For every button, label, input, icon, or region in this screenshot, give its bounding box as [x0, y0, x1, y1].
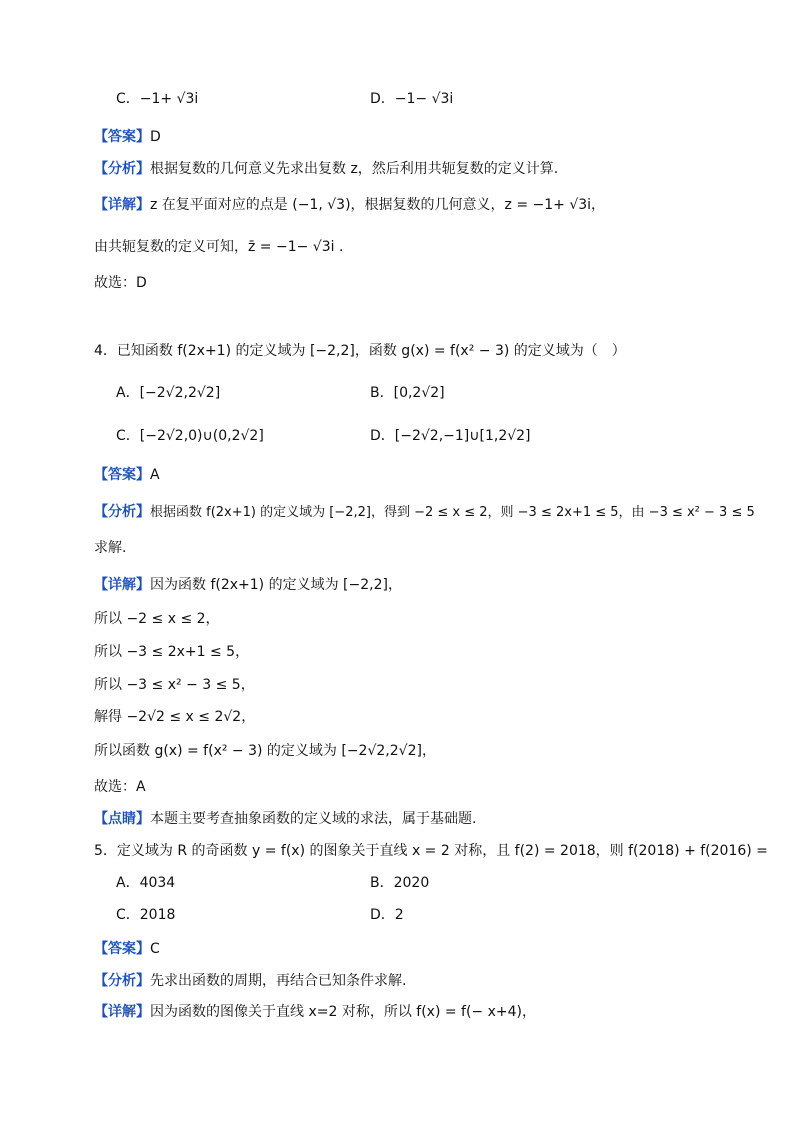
q3-analysis-line	[94, 160, 734, 178]
answer-tag: 【答案】	[94, 467, 150, 483]
q4-analysis-line-1	[94, 503, 755, 522]
detail-tag: 【详解】	[94, 1004, 150, 1020]
q5-option-b: B．2020	[370, 875, 430, 891]
q4-detail-line-1	[94, 576, 734, 594]
q5-answer: C	[150, 941, 160, 957]
q4-stem: 4．已知函数 f(2x+1) 的定义域为 [−2,2]，函数 g(x) = f(x² − 3) 的定义域为（ ）	[94, 343, 626, 359]
q3-detail-1: z 在复平面对应的点是 (−1, √3)，根据复数的几何意义，z = −1+ √3i，	[150, 197, 606, 213]
q4-comment: 本题主要考查抽象函数的定义域的求法，属于基础题.	[150, 811, 477, 827]
q4-choose: 故选：A	[94, 779, 146, 795]
detail-tag: 【详解】	[94, 197, 150, 213]
analysis-tag: 【分析】	[94, 161, 150, 177]
q4-option-b: B．[0,2√2]	[370, 385, 445, 401]
q3-answer-line	[94, 128, 734, 146]
q4-detail-1: 因为函数 f(2x+1) 的定义域为 [−2,2]，	[150, 577, 402, 593]
q5-option-c: C．2018	[116, 907, 176, 923]
q4-detail-line-3: 所以 −3 ≤ 2x+1 ≤ 5，	[94, 644, 250, 660]
q5-analysis-line	[94, 972, 734, 990]
q4-option-a: A．[−2√2,2√2]	[116, 385, 221, 401]
q4-detail-line-2: 所以 −2 ≤ x ≤ 2，	[94, 611, 220, 627]
q4-analysis-line-2: 求解.	[94, 540, 127, 556]
q4-comment-line	[94, 810, 734, 828]
q3-detail-line-2: 由共轭复数的定义可知，z̄ = −1− √3i .	[94, 239, 344, 255]
q5-detail-1: 因为函数的图像关于直线 x=2 对称，所以 f(x) = f(− x+4)，	[150, 1004, 536, 1020]
answer-tag: 【答案】	[94, 941, 150, 957]
q3-option-c: C．−1+ √3i	[116, 91, 199, 107]
q3-detail-line-1	[94, 196, 734, 214]
q4-detail-line-4: 所以 −3 ≤ x² − 3 ≤ 5，	[94, 677, 255, 693]
answer-tag: 【答案】	[94, 129, 150, 145]
q4-analysis-1: 根据函数 f(2x+1) 的定义域为 [−2,2]，得到 −2 ≤ x ≤ 2，则 −3 ≤ 2x+1 ≤ 5，由 −3 ≤ x² − 3 ≤ 5	[150, 505, 755, 520]
q5-detail-line-1	[94, 1003, 734, 1021]
q3-choose: 故选：D	[94, 275, 147, 291]
q5-option-a: A．4034	[116, 875, 176, 891]
detail-tag: 【详解】	[94, 577, 150, 593]
analysis-tag: 【分析】	[94, 504, 150, 520]
q5-option-d: D．2	[370, 907, 404, 923]
q3-analysis: 根据复数的几何意义先求出复数 z，然后利用共轭复数的定义计算.	[150, 161, 559, 177]
q3-answer: D	[150, 129, 161, 145]
q4-option-c: C．[−2√2,0)∪(0,2√2]	[116, 428, 264, 444]
q4-detail-line-5: 解得 −2√2 ≤ x ≤ 2√2，	[94, 709, 256, 725]
q4-detail-line-6: 所以函数 g(x) = f(x² − 3) 的定义域为 [−2√2,2√2]，	[94, 743, 436, 759]
q3-option-d: D．−1− √3i	[370, 91, 454, 107]
q4-answer: A	[150, 467, 160, 483]
q5-analysis: 先求出函数的周期，再结合已知条件求解.	[150, 973, 407, 989]
comment-tag: 【点睛】	[94, 811, 150, 827]
q4-answer-line	[94, 466, 734, 484]
q5-stem: 5．定义域为 R 的奇函数 y = f(x) 的图象关于直线 x = 2 对称，且 f(2) = 2018，则 f(2018) + f(2016) =	[94, 843, 768, 859]
q5-answer-line	[94, 940, 734, 958]
q4-option-d: D．[−2√2,−1]∪[1,2√2]	[370, 428, 531, 444]
analysis-tag: 【分析】	[94, 973, 150, 989]
